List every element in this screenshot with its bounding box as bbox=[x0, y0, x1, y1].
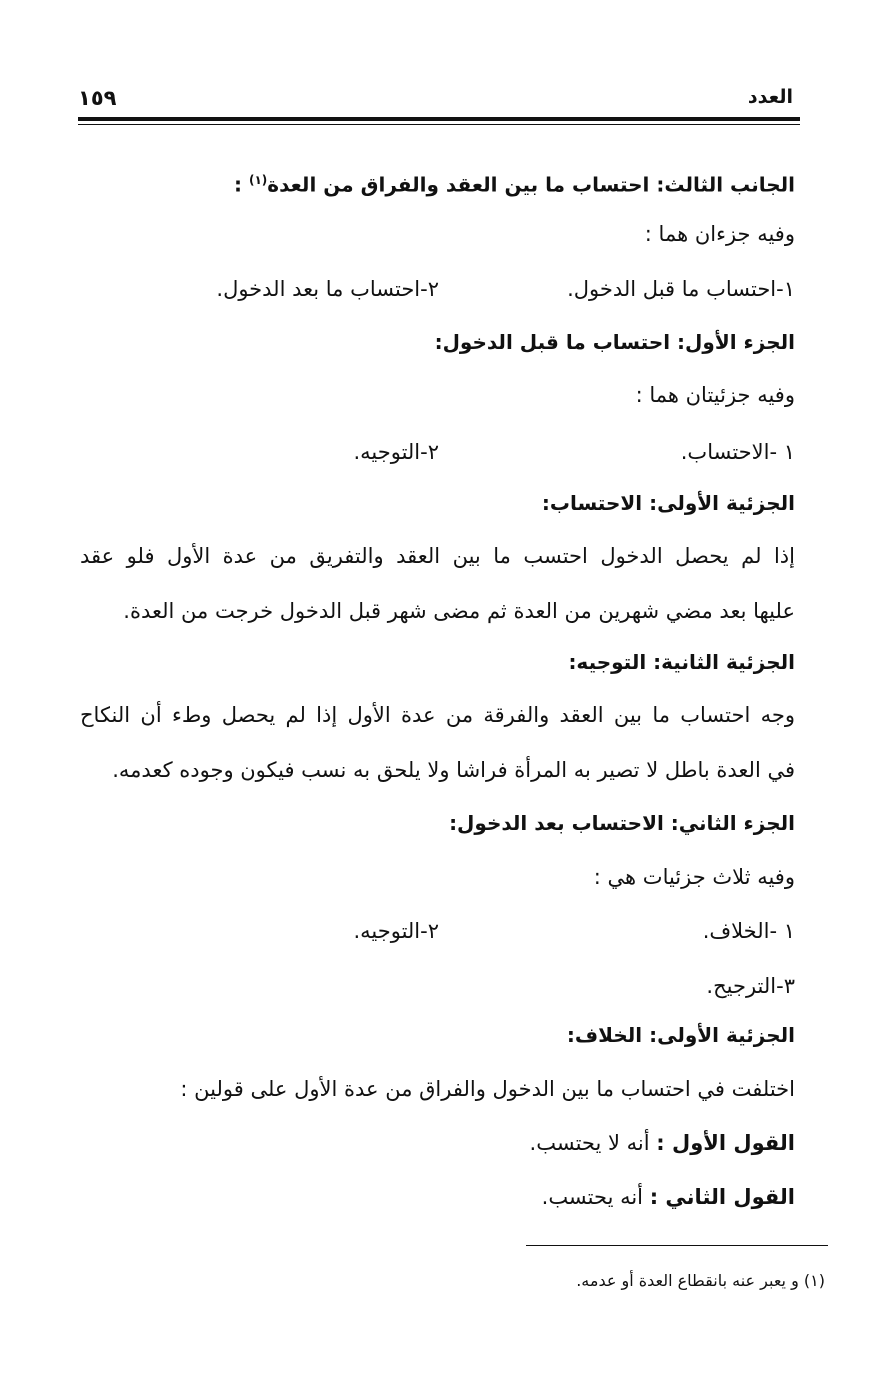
paragraph-line: إذا لم يحصل الدخول احتسب ما بين العقد والتفريق من عدة الأول فلو عقد bbox=[80, 544, 795, 568]
parts-item-1: ١-احتساب ما قبل الدخول. bbox=[567, 277, 795, 301]
part1-item-1: ١ -الاحتساب. bbox=[680, 440, 795, 464]
footnote: (١) و يعبر عنه بانقطاع العدة أو عدمه. bbox=[576, 1271, 825, 1290]
part1-sub2-heading: الجزئية الثانية: التوجيه: bbox=[568, 650, 795, 674]
part2-intro: وفيه ثلاث جزئيات هي : bbox=[593, 865, 795, 889]
page-number: ١٥٩ bbox=[78, 86, 117, 110]
part1-item-2: ٢-التوجيه. bbox=[353, 440, 439, 464]
part2-heading: الجزء الثاني: الاحتساب بعد الدخول: bbox=[449, 811, 795, 835]
opinion-2 bbox=[542, 1182, 795, 1212]
parts-intro: وفيه جزءان هما : bbox=[644, 222, 795, 246]
part2-sub1-heading: الجزئية الأولى: الخلاف: bbox=[566, 1023, 795, 1047]
part2-sub1-intro: اختلفت في احتساب ما بين الدخول والفراق من عدة الأول على قولين : bbox=[180, 1077, 795, 1101]
running-header-title: العدد bbox=[747, 86, 793, 108]
part2-item-2: ٢-التوجيه. bbox=[353, 919, 439, 943]
opinion-2-text: أنه يحتسب. bbox=[541, 1185, 644, 1209]
paragraph-line: عليها بعد مضي شهرين من العدة ثم مضى شهر قبل الدخول خرجت من العدة. bbox=[123, 599, 795, 623]
section-heading-text: الجانب الثالث: احتساب ما بين العقد والفراق من العدة bbox=[267, 172, 795, 197]
parts-item-2: ٢-احتساب ما بعد الدخول. bbox=[216, 277, 439, 301]
header-rule-thin bbox=[78, 124, 800, 125]
opinion-1-text: أنه لا يحتسب. bbox=[529, 1131, 650, 1155]
part1-sub1-heading: الجزئية الأولى: الاحتساب: bbox=[541, 491, 795, 515]
paragraph-line: وجه احتساب ما بين العقد والفرقة من عدة الأول إذا لم يحصل وطء أن النكاح bbox=[80, 703, 795, 727]
opinion-1 bbox=[530, 1128, 795, 1158]
footnote-reference: (١) bbox=[248, 173, 268, 187]
section-heading bbox=[234, 165, 795, 200]
part1-heading: الجزء الأول: احتساب ما قبل الدخول: bbox=[434, 330, 795, 354]
opinion-2-label: القول الثاني : bbox=[649, 1185, 795, 1209]
opinion-1-label: القول الأول : bbox=[656, 1131, 795, 1155]
part1-intro: وفيه جزئيتان هما : bbox=[635, 383, 795, 407]
header-rule-thick bbox=[78, 117, 800, 121]
paragraph-line: في العدة باطل لا تصير به المرأة فراشا ولا يلحق به نسب فيكون وجوده كعدمه. bbox=[112, 758, 795, 782]
footnote-separator bbox=[526, 1245, 828, 1246]
part2-item-1: ١ -الخلاف. bbox=[702, 919, 795, 943]
section-heading-colon: : bbox=[234, 172, 243, 197]
part2-item-3: ٣-الترجيح. bbox=[706, 974, 795, 998]
